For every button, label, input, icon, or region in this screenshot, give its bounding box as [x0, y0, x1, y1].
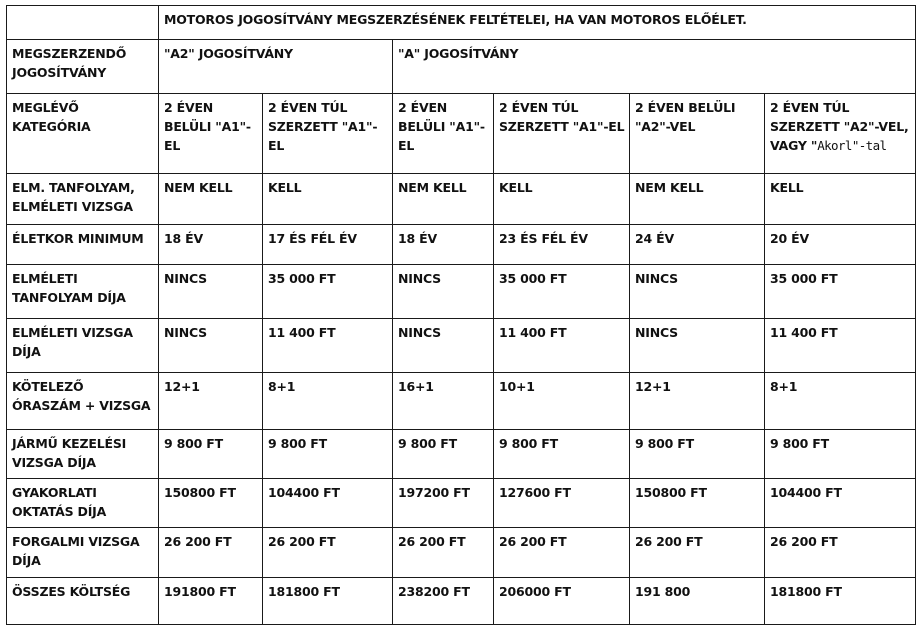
table-row: [7, 528, 916, 578]
table-cell: 9 800 FT: [393, 430, 494, 479]
category-cell: 2 ÉVEN BELÜLI "A1"-EL: [159, 94, 263, 174]
table-row: [7, 225, 916, 265]
table-cell: 8+1: [765, 373, 916, 430]
row-label: GYAKORLATI OKTATÁS DÍJA: [7, 479, 159, 528]
table-cell: 150800 FT: [630, 479, 765, 528]
table-cell: 17 ÉS FÉL ÉV: [263, 225, 393, 265]
table-cell: 12+1: [159, 373, 263, 430]
table-cell: 26 200 FT: [393, 528, 494, 578]
table-cell: NINCS: [159, 319, 263, 373]
table-cell: 9 800 FT: [765, 430, 916, 479]
table-cell: KELL: [494, 174, 630, 225]
table-cell: 35 000 FT: [263, 265, 393, 319]
table-cell: 11 400 FT: [263, 319, 393, 373]
license-row: [7, 40, 916, 94]
license-row-label: MEGSZERZENDŐ JOGOSÍTVÁNY: [7, 40, 159, 94]
table-cell: 16+1: [393, 373, 494, 430]
table-cell: KELL: [263, 174, 393, 225]
table-cell: 26 200 FT: [494, 528, 630, 578]
table-cell: 150800 FT: [159, 479, 263, 528]
table-cell: 24 ÉV: [630, 225, 765, 265]
category-cell: 2 ÉVEN TÚL SZERZETT "A1"-EL: [494, 94, 630, 174]
table-cell: 9 800 FT: [263, 430, 393, 479]
table-row: [7, 430, 916, 479]
table-row: [7, 479, 916, 528]
table-cell: 35 000 FT: [765, 265, 916, 319]
table-cell: 12+1: [630, 373, 765, 430]
table-cell: 191800 FT: [159, 578, 263, 625]
table-cell: 18 ÉV: [393, 225, 494, 265]
table-cell: NINCS: [393, 319, 494, 373]
row-label: KÖTELEZŐ ÓRASZÁM + VIZSGA: [7, 373, 159, 430]
table-cell: 206000 FT: [494, 578, 630, 625]
table-cell: 26 200 FT: [765, 528, 916, 578]
table-cell: NEM KELL: [159, 174, 263, 225]
table-cell: NINCS: [393, 265, 494, 319]
row-label: ELMÉLETI TANFOLYAM DÍJA: [7, 265, 159, 319]
license-requirements-table: [6, 5, 916, 625]
table-cell: NINCS: [630, 265, 765, 319]
category-row-label: MEGLÉVŐ KATEGÓRIA: [7, 94, 159, 174]
table-cell: 8+1: [263, 373, 393, 430]
category-cell-suffix: Akorl"-tal: [817, 138, 887, 153]
row-label: FORGALMI VIZSGA DÍJA: [7, 528, 159, 578]
table-cell: NEM KELL: [393, 174, 494, 225]
table-cell: 23 ÉS FÉL ÉV: [494, 225, 630, 265]
table-cell: 18 ÉV: [159, 225, 263, 265]
table-cell: 127600 FT: [494, 479, 630, 528]
table-cell: 238200 FT: [393, 578, 494, 625]
table-row: [7, 373, 916, 430]
table-cell: 197200 FT: [393, 479, 494, 528]
row-label: ELM. TANFOLYAM, ELMÉLETI VIZSGA: [7, 174, 159, 225]
table-cell: 9 800 FT: [630, 430, 765, 479]
table-cell: 20 ÉV: [765, 225, 916, 265]
row-label: ÖSSZES KÖLTSÉG: [7, 578, 159, 625]
row-label: JÁRMŰ KEZELÉSI VIZSGA DÍJA: [7, 430, 159, 479]
table-row: [7, 265, 916, 319]
category-cell: 2 ÉVEN TÚL SZERZETT "A1"-EL: [263, 94, 393, 174]
table-row: [7, 578, 916, 625]
table-cell: NEM KELL: [630, 174, 765, 225]
table-cell: 9 800 FT: [494, 430, 630, 479]
table-cell: 181800 FT: [765, 578, 916, 625]
category-cell-text: 2 ÉVEN TÚL SZERZETT "A2"-VEL, VAGY ": [770, 100, 909, 153]
table-cell: 9 800 FT: [159, 430, 263, 479]
category-cell: 2 ÉVEN BELÜLI "A1"-EL: [393, 94, 494, 174]
row-label: ÉLETKOR MINIMUM: [7, 225, 159, 265]
row-label: ELMÉLETI VIZSGA DÍJA: [7, 319, 159, 373]
table-cell: 104400 FT: [263, 479, 393, 528]
table-cell: 10+1: [494, 373, 630, 430]
table-cell: 35 000 FT: [494, 265, 630, 319]
category-row: [7, 94, 916, 174]
table-row: [7, 319, 916, 373]
title-row: [7, 6, 916, 40]
table-cell: 181800 FT: [263, 578, 393, 625]
table-cell: 26 200 FT: [263, 528, 393, 578]
table-cell: 26 200 FT: [630, 528, 765, 578]
table-cell: 11 400 FT: [765, 319, 916, 373]
table-cell: 26 200 FT: [159, 528, 263, 578]
table-cell: 191 800: [630, 578, 765, 625]
table-cell: NINCS: [159, 265, 263, 319]
table-cell: NINCS: [630, 319, 765, 373]
category-cell: 2 ÉVEN BELÜLI "A2"-VEL: [630, 94, 765, 174]
license-a2-header: "A2" JOGOSÍTVÁNY: [159, 40, 393, 94]
table-cell: KELL: [765, 174, 916, 225]
category-cell: [765, 94, 916, 174]
table-cell: 104400 FT: [765, 479, 916, 528]
table-cell: 11 400 FT: [494, 319, 630, 373]
license-a-header: "A" JOGOSÍTVÁNY: [393, 40, 916, 94]
table-title: MOTOROS JOGOSÍTVÁNY MEGSZERZÉSÉNEK FELTÉTELEI, HA VAN MOTOROS ELŐÉLET.: [159, 6, 916, 40]
corner-cell: [7, 6, 159, 40]
table-row: [7, 174, 916, 225]
